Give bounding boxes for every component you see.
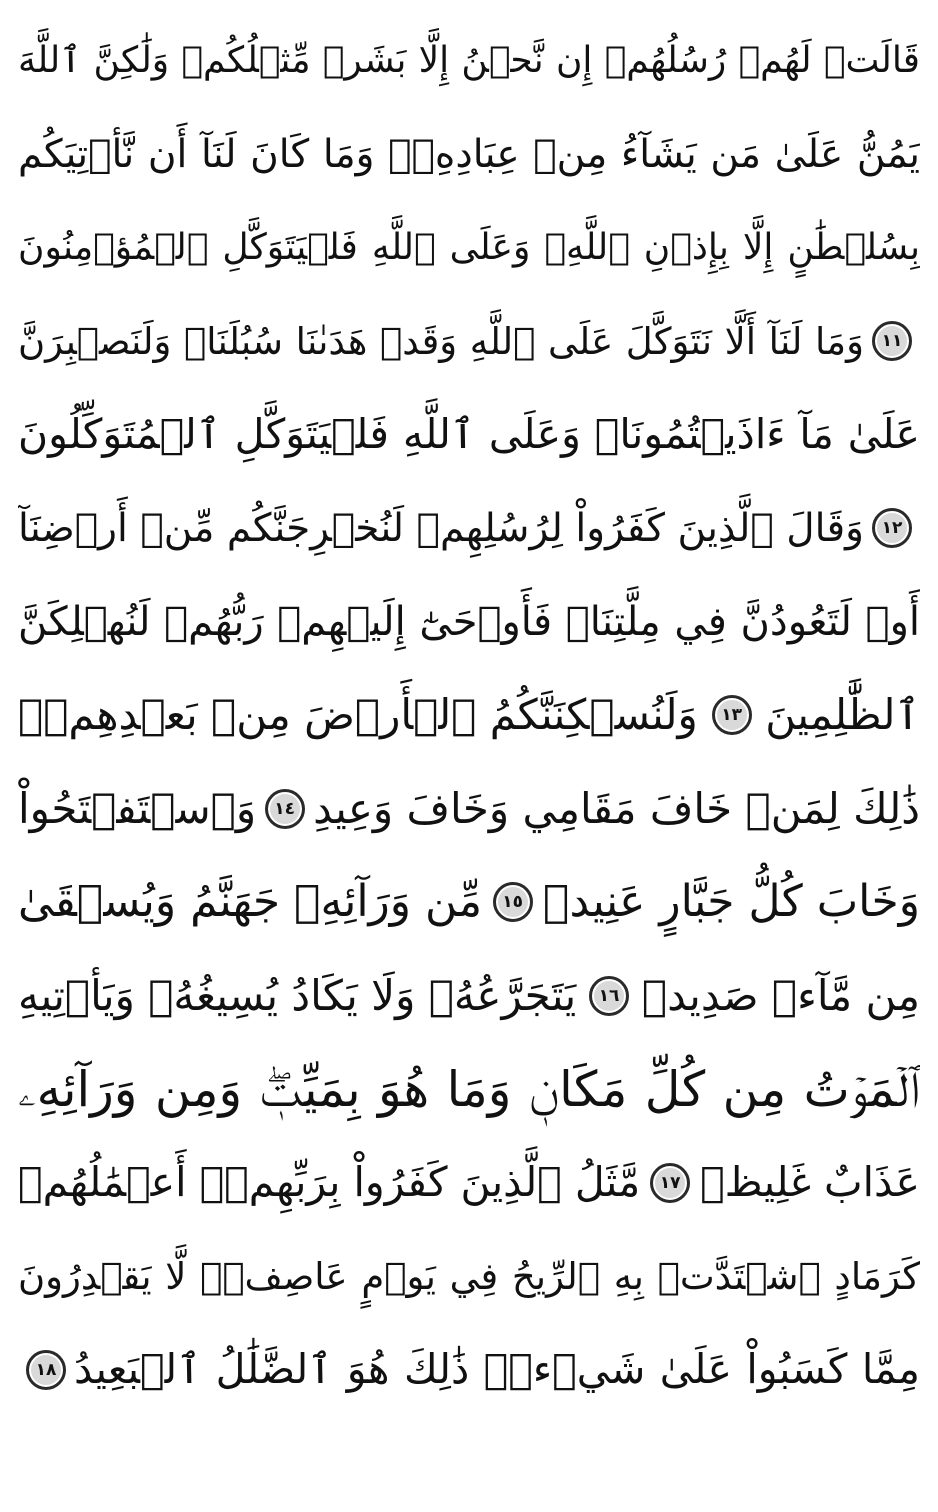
verse-line [18, 108, 920, 202]
verse-text: بِسُلۡطَٰنٍ إِلَّا بِإِذۡنِ ٱللَّهِۚ وَعَلَى ٱللَّهِ فَلۡيَتَوَكَّلِ ٱلۡمُؤۡمِنُونَ [18, 226, 920, 268]
verse-text: وَٱسۡتَفۡتَحُواْ [18, 783, 257, 833]
verse-line [18, 575, 920, 669]
verse-text: كَرَمَادٍ ٱشۡتَدَّتۡ بِهِ ٱلرِّيحُ فِي يَوۡمٍ عَاصِفٖۖ لَّا يَقۡدِرُونَ [18, 1254, 920, 1298]
ayah-number-marker: ١٢ [872, 508, 912, 548]
verse-line [18, 762, 920, 856]
ayah-number-marker: ١٥ [493, 882, 533, 922]
verse-text: مِن مَّآءٖ صَدِيدٖ [641, 970, 920, 1020]
verse-text: وَخَابَ كُلُّ جَبَّارٍ عَنِيدٖ [543, 876, 920, 928]
verse-line [18, 14, 920, 108]
verse-text: وَلَنُسۡكِنَنَّكُمُ ٱلۡأَرۡضَ مِنۢ بَعۡدِهِمۡۚ [18, 690, 698, 740]
verse-text: مِّن وَرَآئِهِۦ جَهَنَّمُ وَيُسۡقَىٰ [18, 876, 483, 928]
verse-text: مِمَّا كَسَبُواْ عَلَىٰ شَيۡءٖۚ ذَٰلِكَ هُوَ ٱلضَّلَٰلُ ٱلۡبَعِيدُ [74, 1345, 920, 1394]
verse-text: ٱلۡمَوۡتُ مِن كُلِّ مَكَانٖ وَمَا هُوَ بِمَيِّتٖۖ وَمِن وَرَآئِهِۦ [18, 1060, 920, 1118]
ayah-number-marker: ١١ [872, 321, 912, 361]
verse-line [18, 856, 920, 950]
ayah-number-marker: ١٨ [26, 1350, 66, 1390]
verse-line [18, 1136, 920, 1230]
verse-text: يَتَجَرَّعُهُۥ وَلَا يَكَادُ يُسِيغُهُۥ وَيَأۡتِيهِ [18, 970, 577, 1020]
verse-text: أَوۡ لَتَعُودُنَّ فِي مِلَّتِنَاۖ فَأَوۡحَىٰٓ إِلَيۡهِمۡ رَبُّهُمۡ لَنُهۡلِكَنَّ [18, 598, 920, 645]
verse-line [18, 669, 920, 763]
verse-line [18, 482, 920, 576]
verse-line [18, 1323, 920, 1417]
verse-line [18, 295, 920, 389]
verse-text: يَمُنُّ عَلَىٰ مَن يَشَآءُ مِنۡ عِبَادِهِۦۖ وَمَا كَانَ لَنَآ أَن نَّأۡتِيَكُم [18, 131, 920, 177]
verse-line [18, 1043, 920, 1137]
verse-text: ٱلظَّٰلِمِينَ [765, 690, 920, 740]
verse-text: ذَٰلِكَ لِمَنۡ خَافَ مَقَامِي وَخَافَ وَعِيدِ [313, 783, 920, 833]
verse-text: قَالَتۡ لَهُمۡ رُسُلُهُمۡ إِن نَّحۡنُ إِلَّا بَشَرٞ مِّثۡلُكُمۡ وَلَٰكِنَّ ٱللَّهَ [18, 39, 920, 81]
verse-line [18, 1230, 920, 1324]
verse-text: عَذَابٌ غَلِيظٞ [700, 1158, 920, 1207]
verse-line [18, 388, 920, 482]
verse-text: وَقَالَ ٱلَّذِينَ كَفَرُواْ لِرُسُلِهِمۡ لَنُخۡرِجَنَّكُم مِّنۡ أَرۡضِنَآ [18, 505, 864, 551]
verse-line [18, 201, 920, 295]
verse-text: مَّثَلُ ٱلَّذِينَ كَفَرُواْ بِرَبِّهِمۡۖ أَعۡمَٰلُهُمۡ [18, 1158, 641, 1207]
ayah-number-marker: ١٤ [265, 789, 305, 829]
verse-text: وَمَا لَنَآ أَلَّا نَتَوَكَّلَ عَلَى ٱللَّهِ وَقَدۡ هَدَىٰنَا سُبُلَنَاۚ وَلَنَصۡبِرَنَّ [18, 319, 864, 363]
verse-line [18, 949, 920, 1043]
ayah-number-marker: ١٧ [650, 1163, 690, 1203]
verse-text: عَلَىٰ مَآ ءَاذَيۡتُمُونَاۚ وَعَلَى ٱللَّهِ فَلۡيَتَوَكَّلِ ٱلۡمُتَوَكِّلُونَ [18, 410, 920, 459]
ayah-number-marker: ١٣ [712, 695, 752, 735]
ayah-number-marker: ١٦ [589, 976, 629, 1016]
